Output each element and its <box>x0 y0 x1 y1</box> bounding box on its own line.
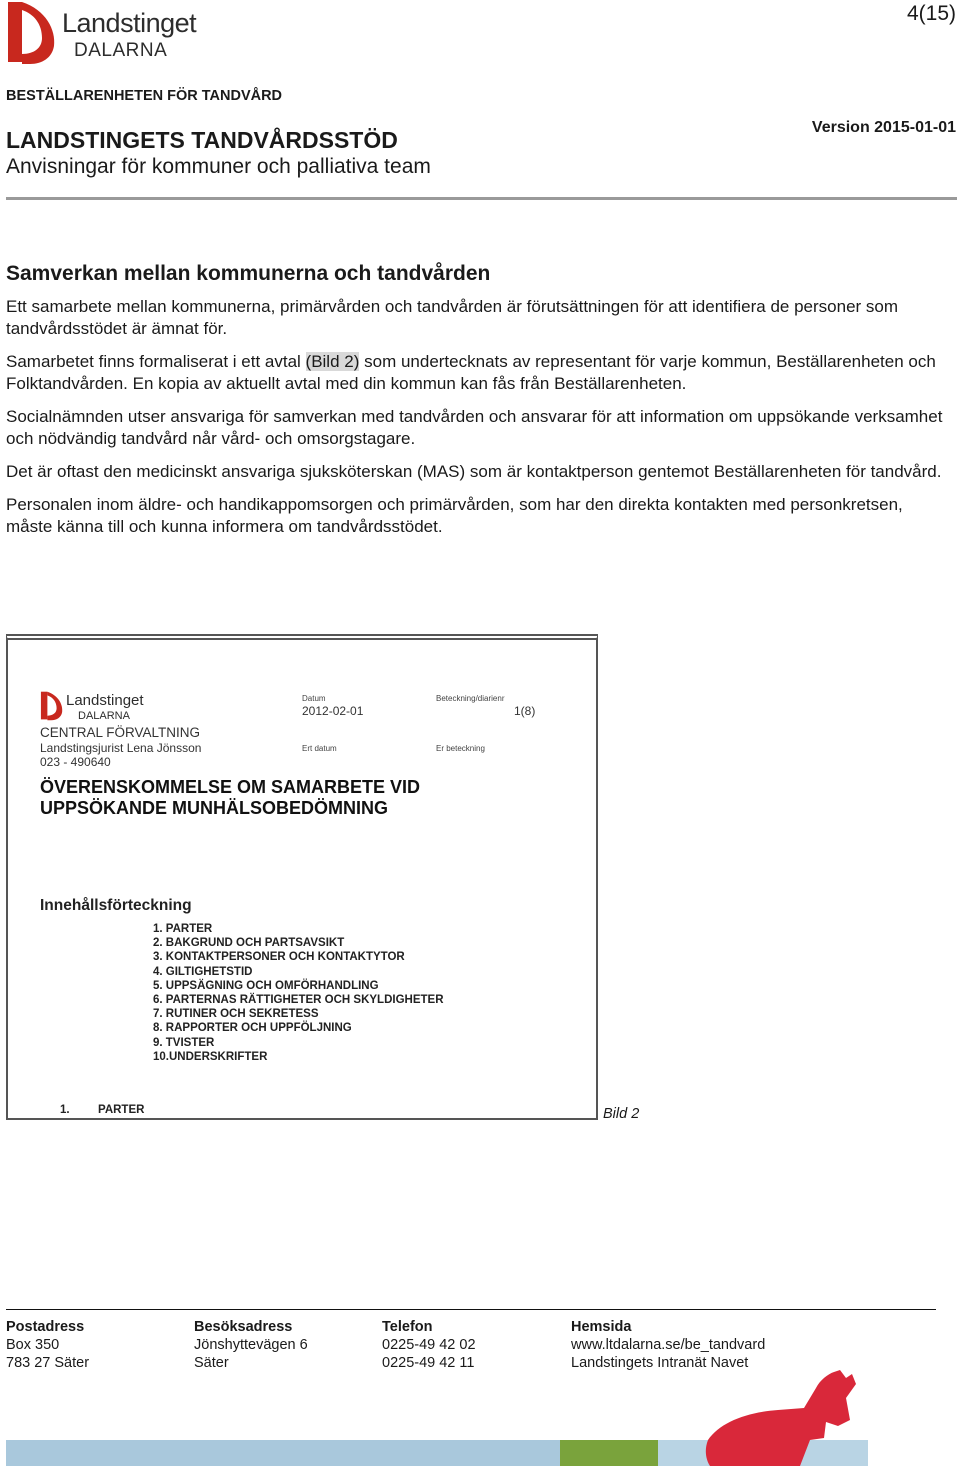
figure-your-ref-label: Er beteckning <box>436 744 485 753</box>
document-title: LANDSTINGETS TANDVÅRDSSTÖD <box>6 127 398 153</box>
footer-stripe-green <box>560 1440 658 1466</box>
footer-web-line-2: Landstingets Intranät Navet <box>571 1355 749 1371</box>
dala-horse-icon <box>700 1370 860 1468</box>
footer-divider <box>6 1309 936 1310</box>
main-content <box>6 262 946 549</box>
toc-item: 5. UPPSÄGNING OCH OMFÖRHANDLING <box>153 979 379 992</box>
version-label: Version 2015-01-01 <box>811 119 956 136</box>
department-name: BESTÄLLARENHETEN FÖR TANDVÅRD <box>6 88 283 104</box>
logo-name: Landstinget <box>62 8 197 38</box>
footer-phone-line-1: 0225-49 42 02 <box>382 1337 476 1353</box>
figure-caption: Bild 2 <box>603 1106 640 1122</box>
figure-title <box>40 777 420 819</box>
footer-web-heading: Hemsida <box>571 1319 632 1335</box>
figure-reference: (Bild 2) <box>305 352 360 371</box>
figure-title-line-1: ÖVERENSKOMMELSE OM SAMARBETE VID <box>40 777 421 797</box>
toc-item: 7. RUTINER OCH SEKRETESS <box>153 1008 319 1021</box>
logo-region: DALARNA <box>74 40 168 61</box>
footer-visit-heading: Besöksadress <box>194 1319 293 1335</box>
figure-toc-heading: Innehållsförteckning <box>40 897 192 914</box>
figure-section-number: 1. <box>60 1104 70 1116</box>
toc-item: 8. RAPPORTER OCH UPPFÖLJNING <box>153 1022 352 1035</box>
figure-toc-list <box>153 922 444 1064</box>
figure-date: 2012-02-01 <box>302 704 364 718</box>
figure-phone: 023 - 490640 <box>40 755 111 769</box>
footer-web-line-1[interactable]: www.ltdalarna.se/be_tandvard <box>571 1337 766 1353</box>
paragraph-2 <box>6 351 946 395</box>
toc-item: 1. PARTER <box>153 923 213 935</box>
footer-phone-heading: Telefon <box>382 1319 433 1335</box>
figure-section-label: PARTER <box>98 1104 145 1116</box>
landstinget-logo <box>6 0 197 68</box>
figure-logo-name: Landstinget <box>66 692 144 709</box>
toc-item: 9. TVISTER <box>153 1036 215 1049</box>
paragraph-2-start: Samarbetet finns formaliserat i ett avtal <box>6 352 306 371</box>
footer-visit-address <box>194 1318 308 1372</box>
figure-logo-mark-icon <box>40 690 64 722</box>
figure-page-count: 1(8) <box>514 704 536 718</box>
paragraph-5: Personalen inom äldre- och handikappomsorgen och primärvården, som har den direkta kontakten med personkretsen, måste känna till och kunna informera om tandvårdsstödet. <box>6 495 903 536</box>
footer-website <box>571 1318 765 1372</box>
footer-postal-heading: Postadress <box>6 1319 85 1335</box>
toc-item: 4. GILTIGHETSTID <box>153 965 253 978</box>
logo-mark-icon <box>6 0 58 66</box>
footer-phone-line-2: 0225-49 42 11 <box>382 1355 475 1371</box>
toc-item: 6. PARTERNAS RÄTTIGHETER OCH SKYLDIGHETER <box>153 994 444 1007</box>
footer-postal-line-2: 783 27 Säter <box>6 1355 90 1371</box>
footer-stripe-blue <box>6 1440 560 1466</box>
figure-date-label: Datum <box>302 694 326 703</box>
page-number: 4(15) <box>906 2 956 25</box>
figure-title-line-2: UPPSÖKANDE MUNHÄLSOBEDÖMNING <box>40 798 389 818</box>
paragraph-2-end: som undertecknats av representant för varje kommun, Beställarenheten och Folktandvården. En kopia av aktuellt avtal med din kommun kan fås från Beställarenheten. <box>6 352 936 393</box>
toc-item: 2. BAKGRUND OCH PARTSAVSIKT <box>153 937 345 950</box>
footer-phone <box>382 1318 476 1372</box>
document-subtitle: Anvisningar för kommuner och palliativa team <box>6 155 431 178</box>
paragraph-3: Socialnämnden utser ansvariga för samverkan med tandvården och ansvarar för att information om uppsökande verksamhet och nödvändig tandvård når vård- och omsorgstagare. <box>6 407 943 448</box>
footer-postal-line-1: Box 350 <box>6 1337 60 1353</box>
figure-your-date-label: Ert datum <box>302 744 337 753</box>
toc-item: 3. KONTAKTPERSONER OCH KONTAKTYTOR <box>153 951 405 964</box>
toc-item: 10.UNDERSKRIFTER <box>153 1050 268 1063</box>
header-divider <box>6 197 957 200</box>
footer-postal-address <box>6 1318 89 1372</box>
figure-organization: CENTRAL FÖRVALTNING <box>40 725 201 740</box>
section-heading: Samverkan mellan kommunerna och tandvården <box>6 262 491 285</box>
figure-ref-label: Beteckning/diarienr <box>436 694 505 703</box>
footer-visit-line-1: Jönshyttevägen 6 <box>194 1337 308 1353</box>
agreement-document-image <box>6 634 598 1120</box>
paragraph-4: Det är oftast den medicinskt ansvariga sjuksköterskan (MAS) som är kontaktperson gentemot Beställarenheten för tandvård. <box>6 462 942 481</box>
figure-logo-region: DALARNA <box>78 710 130 722</box>
footer-visit-line-2: Säter <box>194 1355 229 1371</box>
figure-contact-person: Landstingsjurist Lena Jönsson <box>40 741 202 755</box>
paragraph-1: Ett samarbete mellan kommunerna, primärvården och tandvården är förutsättningen för att identifiera de personer som tandvårdsstödet är ämnat för. <box>6 297 899 338</box>
